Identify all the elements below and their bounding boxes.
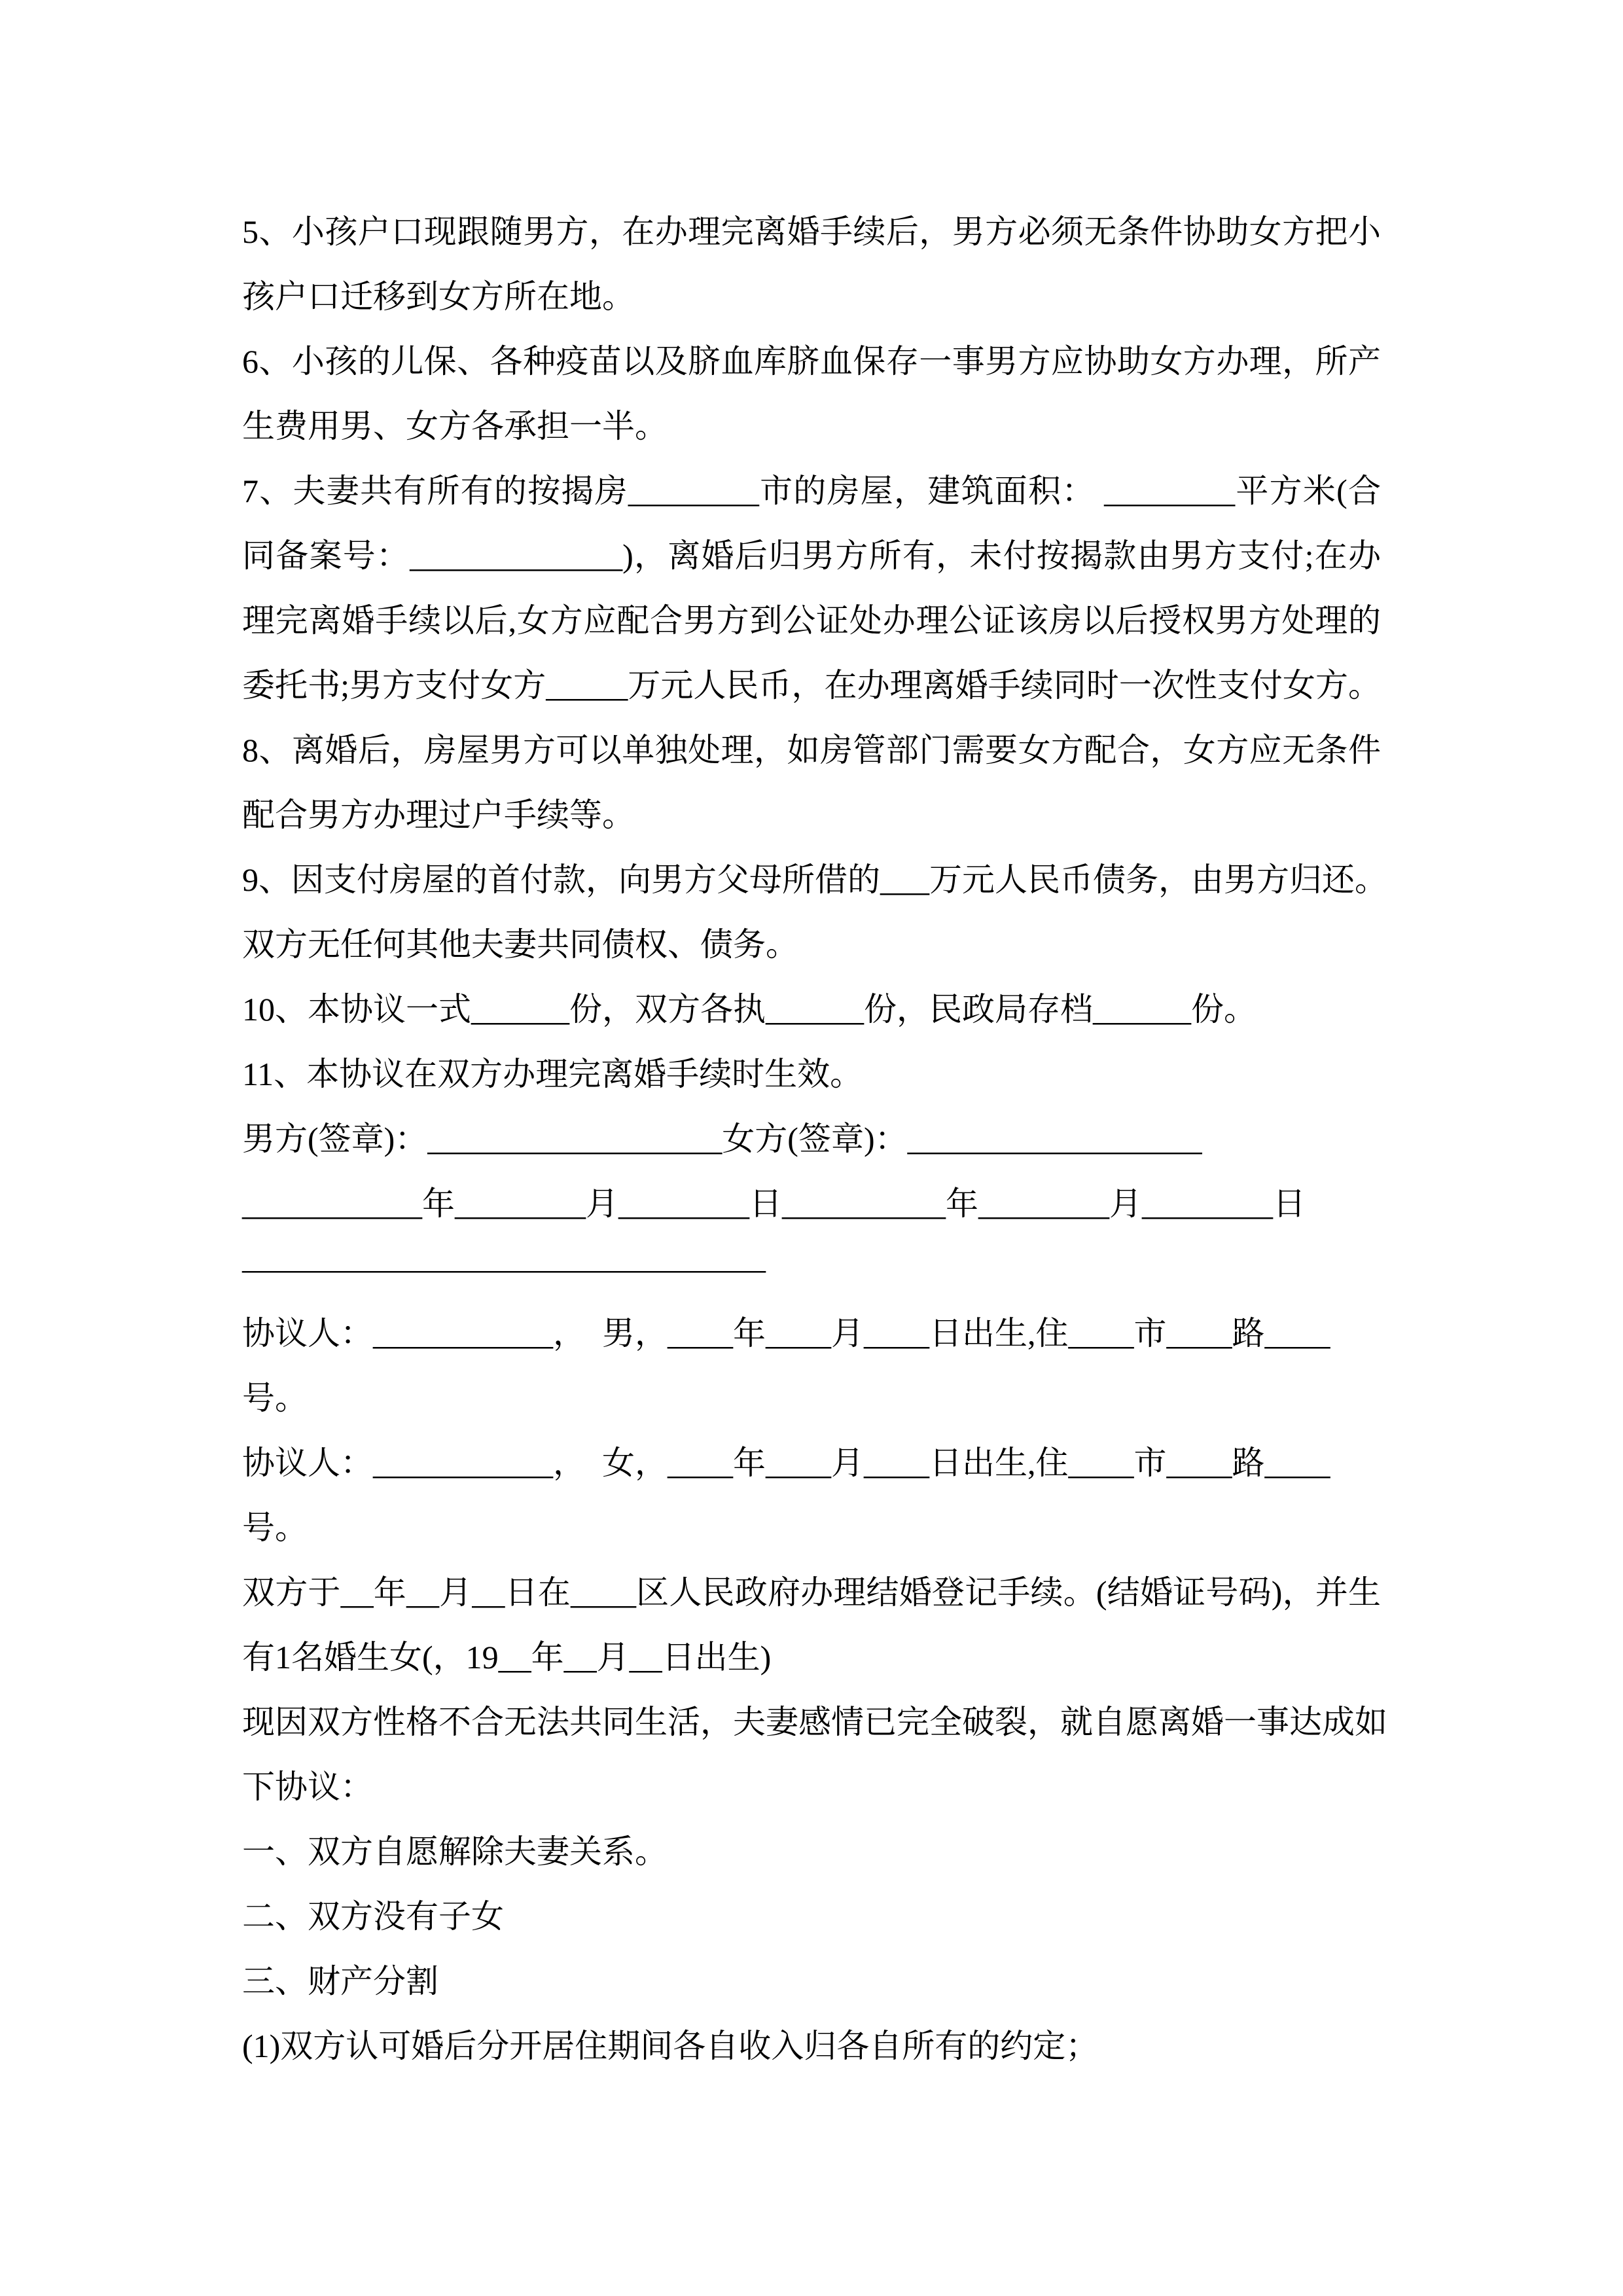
document-body — [242, 200, 1387, 2079]
text-line: 一、双方自愿解除夫妻关系。 — [242, 1833, 668, 1870]
text-line: 有1名婚生女(，19__年__月__日出生) — [242, 1639, 772, 1676]
text-line: 三、财产分割 — [242, 1963, 438, 2000]
text-line: 现因双方性格不合无法共同生活，夫妻感情已完全破裂，就自愿离婚一事达成如 — [242, 1704, 1387, 1740]
text-line: 生费用男、女方各承担一半。 — [242, 408, 668, 444]
text-line: 8、离婚后，房屋男方可以单独处理，如房管部门需要女方配合，女方应无条件 — [242, 732, 1381, 768]
text-line: 同备案号：_____________)，离婚后归男方所有，未付按揭款由男方支付;在办 — [242, 537, 1381, 574]
text-line: 10、本协议一式______份，双方各执______份，民政局存档______份。 — [242, 991, 1257, 1028]
text-line: 孩户口迁移到女方所在地。 — [242, 278, 635, 315]
text-line: ___________年________月________日__________年________月________日 — [242, 1185, 1306, 1222]
text-line: 协议人：___________， 女，____年____月____日出生,住____市____路____ — [242, 1444, 1330, 1481]
text-line: 配合男方办理过户手续等。 — [242, 797, 635, 833]
text-line: 6、小孩的儿保、各种疫苗以及脐血库脐血保存一事男方应协助女方办理，所产 — [242, 343, 1381, 380]
text-line: 号。 — [242, 1380, 308, 1416]
text-line: 11、本协议在双方办理完离婚手续时生效。 — [242, 1056, 863, 1092]
text-line: 二、双方没有子女 — [242, 1898, 504, 1935]
text-line: 委托书;男方支付女方_____万元人民币，在办理离婚手续同时一次性支付女方。 — [242, 667, 1381, 704]
text-line: ———————————————— — [242, 1250, 766, 1287]
text-line: 7、夫妻共有所有的按揭房________市的房屋，建筑面积： ________平方米(合 — [242, 473, 1381, 509]
text-line: 9、因支付房屋的首付款，向男方父母所借的___万元人民币债务，由男方归还。 — [242, 861, 1387, 898]
text-line: 男方(签章)：__________________女方(签章)：__________________ — [242, 1121, 1202, 1157]
text-line: 双方无任何其他夫妻共同债权、债务。 — [242, 926, 798, 963]
text-line: 理完离婚手续以后,女方应配合男方到公证处办理公证该房以后授权男方处理的 — [242, 602, 1381, 639]
text-line: 下协议： — [242, 1768, 373, 1805]
text-line: 双方于__年__月__日在____区人民政府办理结婚登记手续。(结婚证号码)，并生 — [242, 1574, 1381, 1611]
text-line: 号。 — [242, 1509, 308, 1546]
text-line: 5、小孩户口现跟随男方，在办理完离婚手续后，男方必须无条件协助女方把小 — [242, 213, 1381, 250]
text-line: 协议人：___________， 男，____年____月____日出生,住____市____路____ — [242, 1315, 1330, 1352]
text-line: (1)双方认可婚后分开居住期间各自收入归各自所有的约定； — [242, 2028, 1099, 2064]
